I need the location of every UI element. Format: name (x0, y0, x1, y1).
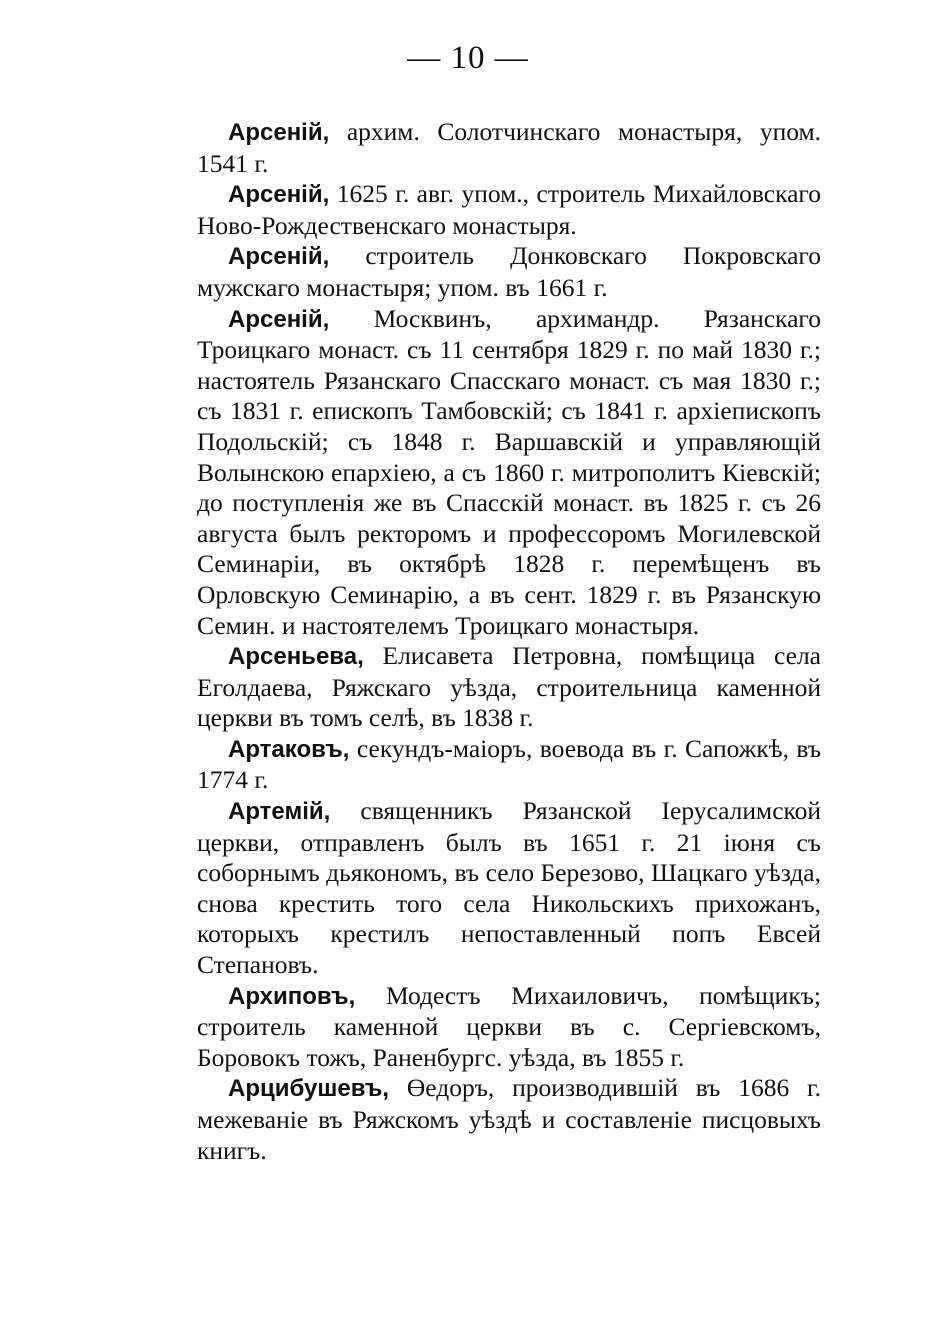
entry-text: Модестъ Михаиловичъ, помѣщикъ; строитель каменной церкви въ с. Сергіевскомъ, Боровокъ тожъ, Раненбургс. уѣзда, въ 1855 г. (197, 980, 821, 1072)
entry (197, 981, 821, 1074)
entry-head: Арцибушевъ, (228, 1075, 390, 1103)
entry-text: архим. Солотчинскаго монастыря, упом. 1541 г. (197, 117, 821, 178)
entry-head: Арсеній, (228, 119, 330, 146)
entry-head: Арсеній, (228, 181, 330, 209)
entry-text: 1625 г. авг. упом., строитель Михайловскаго Ново-Рождественскаго монастыря. (197, 179, 821, 240)
entry-head: Архиповъ, (228, 982, 356, 1010)
entry-text: строитель Донковскаго Покровскаго мужскаго монастыря; упом. въ 1661 г. (197, 241, 821, 302)
entry-text: секундъ-маіоръ, воевода въ г. Сапожкѣ, въ 1774 г. (197, 733, 822, 795)
entry-head: Арсеній, (228, 243, 330, 271)
entry (197, 1073, 821, 1166)
entry-head: Арсеній, (228, 305, 330, 333)
entry-text: Москвинъ, архимандр. Рязанскаго Троицкаго монаст. съ 11 сентября 1829 г. по май 1830 г.; настоятель Рязанскаго Спасскаго монаст. съ мая 1830 г.; съ 1831 г. епископъ Тамбовскій; съ 1841 г. архіепископъ Подольскій; съ 1848 г. Варшавскій и управляющій Волынскою епархіею, а съ 1860 г. митрополитъ Кіевскій; до поступленія же въ Спасскій монаст. въ 1825 г. съ 26 августа былъ ректоромъ и профессоромъ Могилевской Семинаріи, въ октябрѣ 1828 г. перемѣщенъ въ Орловскую Семинарію, а въ сент. 1829 г. въ Рязанскую Семин. и настоятелемъ Троицкаго монастыря. (197, 303, 821, 640)
entry-text: Елисавета Петровна, помѣщица села Еголдаева, Ряжскаго уѣзда, строительница каменной церкви въ томъ селѣ, въ 1838 г. (197, 641, 822, 733)
entry-text: Өедоръ, производившій въ 1686 г. межеваніе въ Ряжскомъ уѣздѣ и составленіе писцовыхъ книгъ. (197, 1073, 821, 1165)
entry-head: Артаковъ, (228, 735, 350, 763)
entry (197, 734, 821, 796)
entry (197, 796, 821, 981)
entry (197, 117, 821, 179)
entry (197, 641, 821, 734)
entries-list (197, 117, 821, 1166)
entry-head: Арсеньева, (228, 643, 364, 671)
entry-text: священникъ Рязанской Іерусалимской церкви, отправленъ былъ въ 1651 г. 21 іюня съ соборнымъ дьякономъ, въ село Березово, Шацкаго уѣзда, снова крестить того села Никольскихъ прихожанъ, которыхъ крестилъ непоставленный попъ Евсей Степановъ. (197, 796, 822, 980)
entry (197, 304, 821, 642)
entry (197, 179, 821, 241)
entry (197, 241, 821, 303)
page-number: — 10 — (407, 40, 529, 76)
entry-head: Артемій, (228, 798, 331, 826)
